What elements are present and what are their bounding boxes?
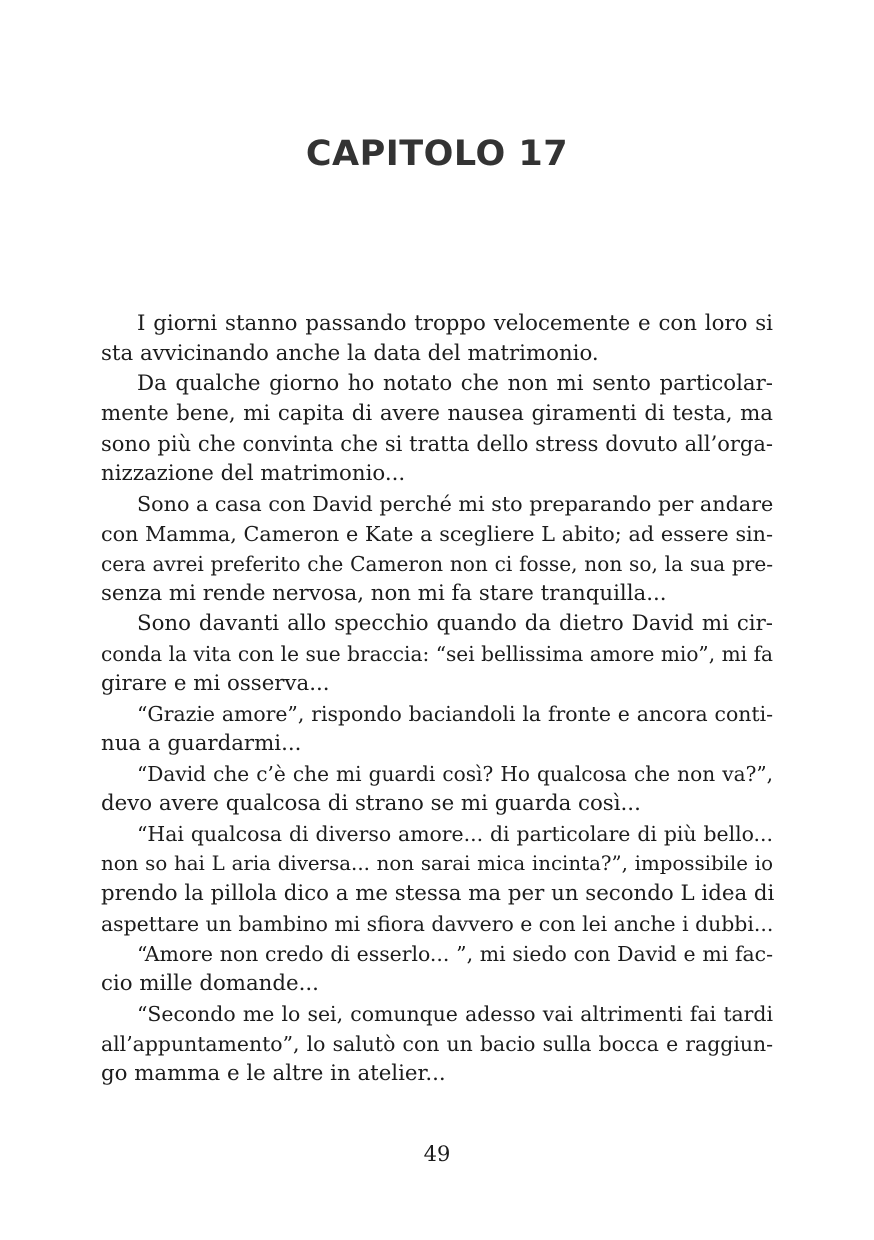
text-line: “Grazie amore”, rispondo baciandoli la fronte e ancora conti-: [137, 702, 773, 726]
text-line: mente bene, mi capita di avere nausea giramenti di testa, ma: [101, 401, 773, 426]
text-line: sta avvicinando anche la data del matrimonio.: [101, 341, 599, 366]
text-line: girare e mi osserva...: [101, 671, 330, 696]
text-line: conda la vita con le sue braccia: “sei bellissima amore mio”, mi fa: [101, 642, 773, 666]
text-line: non so hai L aria diversa... non sarai mica incinta?”, impossibile io: [101, 852, 773, 875]
text-line: “Secondo me lo sei, comunque adesso vai altrimenti fai tardi: [137, 1002, 773, 1026]
text-line: “David che c’è che mi guardi così? Ho qualcosa che non va?”,: [137, 762, 773, 786]
text-line: aspettare un bambino mi sfiora davvero e con lei anche i dubbi...: [101, 912, 774, 936]
text-line: cera avrei preferito che Cameron non ci fosse, non so, la sua pre-: [101, 552, 773, 576]
text-line: nua a guardarmi...: [101, 731, 302, 756]
body-text: [101, 309, 773, 1089]
chapter-title: CAPITOLO 17: [305, 134, 569, 174]
text-line: prendo la pillola dico a me stessa ma per un secondo L idea di: [101, 881, 775, 906]
text-line: senza mi rende nervosa, non mi fa stare tranquilla...: [101, 581, 667, 606]
text-line: cio mille domande...: [101, 971, 319, 996]
text-line: “Amore non credo di esserlo... ”, mi siedo con David e mi fac-: [137, 942, 773, 966]
text-line: sono più che convinta che si tratta dello stress dovuto all’orga-: [101, 432, 773, 456]
text-line: Da qualche giorno ho notato che non mi sento particolar-: [137, 371, 773, 396]
text-line: “Hai qualcosa di diverso amore... di particolare di più bello...: [137, 822, 773, 846]
text-line: Sono davanti allo specchio quando da dietro David mi cir-: [137, 611, 773, 636]
text-line: devo avere qualcosa di strano se mi guarda così...: [101, 791, 641, 816]
text-line: go mamma e le altre in atelier...: [101, 1061, 446, 1086]
text-line: Sono a casa con David perché mi sto preparando per andare: [137, 492, 774, 516]
page-number: 49: [423, 1142, 451, 1166]
text-line: con Mamma, Cameron e Kate a scegliere L abito; ad essere sin-: [101, 522, 773, 546]
text-line: nizzazione del matrimonio...: [101, 461, 406, 486]
text-line: all’appuntamento”, lo salutò con un bacio sulla bocca e raggiun-: [101, 1032, 773, 1056]
text-line: I giorni stanno passando troppo velocemente e con loro si: [137, 311, 773, 336]
